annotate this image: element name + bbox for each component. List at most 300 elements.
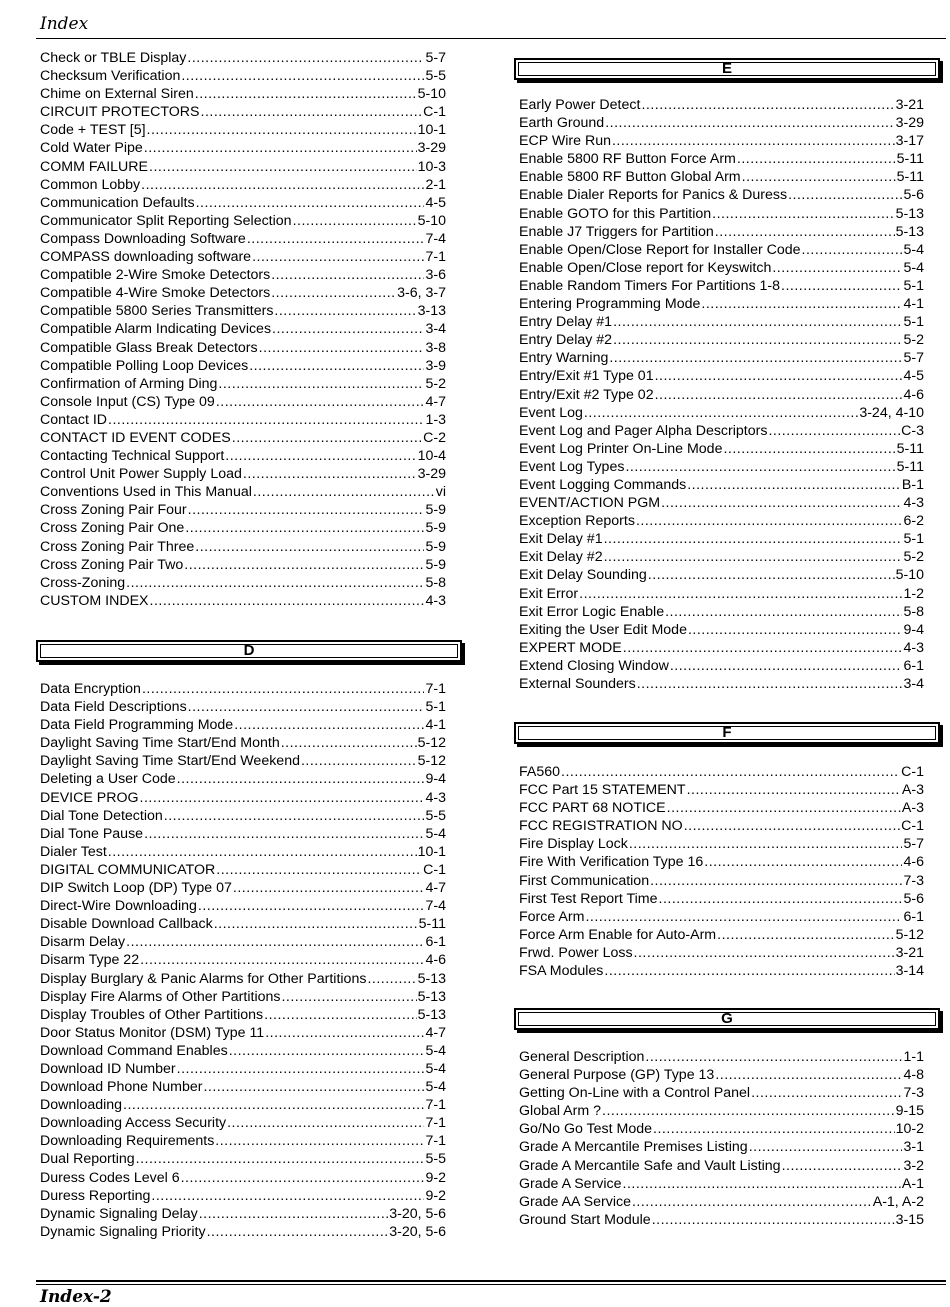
- index-entry: [519, 603, 924, 621]
- index-entry-page: 5-13: [895, 205, 924, 222]
- index-entry-page: 4-1: [903, 296, 924, 313]
- index-list-c: [40, 49, 446, 610]
- index-entry-term: Deleting a User Code: [40, 771, 176, 788]
- dot-leader: [715, 1066, 902, 1084]
- dot-leader: [214, 915, 418, 933]
- index-entry-term: Dialer Test: [40, 843, 107, 860]
- dot-leader: [259, 339, 425, 357]
- index-entry-page: 5-5: [425, 1151, 446, 1168]
- index-entry-page: 4-8: [903, 1067, 924, 1084]
- index-entry-term: DEVICE PROG: [40, 789, 139, 806]
- index-entry-term: Grade AA Service: [519, 1193, 631, 1210]
- index-entry: [519, 1102, 924, 1120]
- index-entry-page: 7-3: [903, 1085, 924, 1102]
- index-entry-term: Entry/Exit #1 Type 01: [519, 368, 654, 385]
- dot-leader: [609, 349, 902, 367]
- index-entry-term: Compatible Alarm Indicating Devices: [40, 321, 272, 338]
- index-entry-term: FSA Modules: [519, 963, 604, 980]
- index-entry-page: 5-7: [425, 50, 446, 66]
- dot-leader: [623, 639, 903, 657]
- index-entry: [519, 331, 924, 349]
- index-entry-page: 3-6: [425, 267, 446, 284]
- index-entry-term: Go/No Go Test Mode: [519, 1121, 653, 1138]
- index-entry-term: Entry Delay #2: [519, 332, 613, 349]
- page-header-title: Index: [40, 14, 89, 34]
- index-entry: [40, 807, 446, 825]
- index-entry: [40, 933, 446, 951]
- dot-leader: [629, 835, 903, 853]
- index-entry-term: Download Phone Number: [40, 1079, 203, 1096]
- index-entry: [40, 1024, 446, 1042]
- index-entry: [519, 548, 924, 566]
- index-entry: [40, 284, 446, 302]
- page-number: Index-2: [40, 1287, 112, 1307]
- index-entry-term: Exit Error Logic Enable: [519, 603, 665, 620]
- index-entry: [40, 1006, 446, 1024]
- index-entry-term: Cross Zoning Pair Three: [40, 538, 195, 555]
- index-entry-term: Entry Delay #1: [519, 314, 613, 331]
- index-entry: [40, 574, 446, 592]
- index-entry-term: Exiting the User Edit Mode: [519, 621, 687, 638]
- index-entry-page: 9-4: [425, 771, 446, 788]
- index-entry: [519, 639, 924, 657]
- index-entry-page: 10-4: [417, 448, 446, 465]
- index-entry-page: B-1: [901, 476, 924, 493]
- dot-leader: [751, 1084, 902, 1102]
- index-entry-page: 7-1: [425, 1115, 446, 1132]
- dot-leader: [216, 861, 422, 879]
- index-entry-term: Entering Programming Mode: [519, 296, 701, 313]
- section-header-d: [36, 640, 462, 662]
- index-entry-term: Cross Zoning Pair Four: [40, 502, 187, 519]
- index-entry-page: 5-11: [896, 169, 924, 186]
- index-entry-page: 5-2: [903, 549, 924, 566]
- index-entry-term: Compatible Glass Break Detectors: [40, 339, 258, 356]
- index-list-e: [519, 96, 924, 693]
- index-entry-term: Extend Closing Window: [519, 657, 669, 674]
- index-entry-term: First Test Report Time: [519, 890, 658, 907]
- index-entry: [40, 103, 446, 121]
- dot-leader: [249, 357, 424, 375]
- index-entry-page: 3-20, 5-6: [389, 1205, 446, 1222]
- index-entry: [40, 1114, 446, 1132]
- dot-leader: [688, 621, 903, 639]
- index-entry: [40, 897, 446, 915]
- index-entry-page: 6-1: [425, 934, 446, 951]
- dot-leader: [142, 680, 425, 698]
- index-entry-page: 5-6: [903, 890, 924, 907]
- dot-leader: [293, 212, 417, 230]
- index-entry-term: Force Arm: [519, 908, 585, 925]
- index-entry: [519, 835, 924, 853]
- index-entry: [519, 114, 924, 132]
- dot-leader: [141, 176, 424, 194]
- index-entry-term: Daylight Saving Time Start/End Month: [40, 735, 280, 752]
- index-entry-page: 4-5: [903, 368, 924, 385]
- dot-leader: [108, 411, 424, 429]
- index-entry: [40, 429, 446, 447]
- index-entry: [519, 313, 924, 331]
- dot-leader: [634, 944, 895, 962]
- index-entry: [40, 230, 446, 248]
- index-entry-page: 3-29: [417, 140, 446, 157]
- index-entry-term: Communicator Split Reporting Selection: [40, 212, 292, 229]
- dot-leader: [584, 404, 858, 422]
- index-entry-term: Compatible 4-Wire Smoke Detectors: [40, 285, 271, 302]
- index-entry-term: Enable Dialer Reports for Panics & Duress: [519, 187, 788, 204]
- index-entry: [40, 538, 446, 556]
- index-entry-term: Conventions Used in This Manual: [40, 484, 252, 501]
- index-entry-term: Cold Water Pipe: [40, 140, 143, 157]
- index-entry: [40, 248, 446, 266]
- index-entry: [519, 926, 924, 944]
- index-entry-term: Fire Display Lock: [519, 836, 628, 853]
- index-entry: [519, 1066, 924, 1084]
- index-entry-term: COMM FAILURE: [40, 158, 148, 175]
- dot-leader: [201, 103, 423, 121]
- index-entry: [40, 139, 446, 157]
- index-entry-page: 5-13: [417, 970, 446, 987]
- index-entry-page: 3-8: [425, 339, 446, 356]
- index-entry: [519, 530, 924, 548]
- index-entry-term: Common Lobby: [40, 176, 141, 193]
- index-entry-term: Contacting Technical Support: [40, 448, 225, 465]
- index-entry-term: CIRCUIT PROTECTORS: [40, 104, 200, 121]
- dot-leader: [782, 1157, 903, 1175]
- index-entry-term: Downloading Requirements: [40, 1133, 215, 1150]
- index-entry-term: Direct-Wire Downloading: [40, 898, 197, 915]
- index-entry-term: Event Log Types: [519, 458, 625, 475]
- index-entry-term: Compatible 2-Wire Smoke Detectors: [40, 267, 271, 284]
- index-entry-page: 5-1: [425, 699, 446, 716]
- dot-leader: [623, 1175, 901, 1193]
- index-entry: [519, 223, 924, 241]
- index-entry-term: Check or TBLE Display: [40, 50, 187, 66]
- footer-rule-thin: [36, 1284, 946, 1285]
- index-entry: [40, 176, 446, 194]
- index-entry: [40, 970, 446, 988]
- dot-leader: [140, 789, 425, 807]
- dot-leader: [723, 440, 895, 458]
- index-entry: [40, 1187, 446, 1205]
- index-entry-page: 3-9: [425, 357, 446, 374]
- dot-leader: [181, 1169, 425, 1187]
- index-list-f: [519, 763, 924, 980]
- index-entry-page: 5-12: [417, 753, 446, 770]
- index-entry: [40, 1205, 446, 1223]
- index-entry: [519, 890, 924, 908]
- index-entry-page: 9-4: [903, 621, 924, 638]
- dot-leader: [613, 331, 902, 349]
- index-entry: [40, 411, 446, 429]
- index-entry-page: 5-9: [425, 520, 446, 537]
- index-entry: [519, 295, 924, 313]
- index-entry-page: 9-2: [425, 1169, 446, 1186]
- index-entry-page: 5-13: [895, 223, 924, 240]
- index-entry: [40, 302, 446, 320]
- index-entry-term: Enable Random Timers For Partitions 1-8: [519, 277, 780, 294]
- dot-leader: [232, 429, 422, 447]
- index-entry-page: 5-10: [895, 567, 924, 584]
- index-entry-page: 5-9: [425, 538, 446, 555]
- index-entry-page: 1-2: [903, 585, 924, 602]
- index-entry-term: Dual Reporting: [40, 1151, 135, 1168]
- dot-leader: [561, 763, 900, 781]
- dot-leader: [195, 85, 417, 103]
- dot-leader: [579, 585, 902, 603]
- index-entry-term: EVENT/ACTION PGM: [519, 495, 661, 512]
- dot-leader: [802, 241, 903, 259]
- index-entry: [519, 872, 924, 890]
- index-entry-term: Control Unit Power Supply Load: [40, 466, 242, 483]
- index-entry-term: Display Burglary & Panic Alarms for Other Partitions: [40, 970, 367, 987]
- index-entry-term: Enable 5800 RF Button Force Arm: [519, 151, 736, 168]
- index-list-d: [40, 680, 446, 1241]
- dot-leader: [264, 1006, 416, 1024]
- index-entry-term: COMPASS downloading software: [40, 249, 252, 266]
- index-entry-page: C-3: [901, 422, 924, 439]
- index-entry: [519, 367, 924, 385]
- index-entry-term: Dial Tone Detection: [40, 807, 163, 824]
- index-entry: [40, 1169, 446, 1187]
- dot-leader: [271, 284, 396, 302]
- index-entry: [519, 675, 924, 693]
- index-entry-term: CUSTOM INDEX: [40, 592, 149, 609]
- index-entry-term: EXPERT MODE: [519, 639, 622, 656]
- index-entry-term: Disarm Type 22: [40, 952, 140, 969]
- index-entry: [40, 592, 446, 610]
- index-entry-term: Compass Downloading Software: [40, 230, 246, 247]
- index-entry-page: 5-8: [425, 574, 446, 591]
- index-entry-term: Data Field Descriptions: [40, 699, 187, 716]
- index-entry-page: 5-9: [425, 556, 446, 573]
- index-entry-term: ECP Wire Run: [519, 133, 611, 150]
- index-entry-term: Grade A Mercantile Premises Listing: [519, 1139, 748, 1156]
- index-entry-page: 3-24, 4-10: [859, 404, 924, 421]
- dot-leader: [604, 962, 894, 980]
- index-entry: [40, 680, 446, 698]
- index-entry: [40, 1132, 446, 1150]
- index-entry: [40, 1060, 446, 1078]
- index-entry-term: Download Command Enables: [40, 1042, 228, 1059]
- index-entry-term: Code + TEST [5]: [40, 122, 146, 139]
- index-entry-term: Event Log and Pager Alpha Descriptors: [519, 422, 768, 439]
- index-entry-term: Force Arm Enable for Auto-Arm: [519, 926, 717, 943]
- index-entry-page: 3-21: [895, 944, 924, 961]
- dot-leader: [198, 897, 425, 915]
- dot-leader: [147, 121, 417, 139]
- index-entry-page: 7-1: [425, 1133, 446, 1150]
- index-entry-term: Disable Download Callback: [40, 916, 213, 933]
- index-entry: [40, 465, 446, 483]
- dot-leader: [108, 843, 417, 861]
- dot-leader: [218, 375, 424, 393]
- footer-rule: [36, 1280, 946, 1282]
- index-entry-page: 3-20, 5-6: [389, 1223, 446, 1240]
- index-entry-page: 4-3: [425, 592, 446, 609]
- index-entry: [519, 1048, 924, 1066]
- index-entry-term: Compatible Polling Loop Devices: [40, 357, 249, 374]
- dot-leader: [687, 781, 901, 799]
- dot-leader: [704, 853, 902, 871]
- dot-leader: [648, 566, 895, 584]
- index-entry-term: Event Logging Commands: [519, 476, 687, 493]
- index-entry-term: Enable GOTO for this Partition: [519, 205, 712, 222]
- index-entry: [40, 1150, 446, 1168]
- index-entry-term: Downloading Access Security: [40, 1115, 227, 1132]
- index-entry: [40, 483, 446, 501]
- index-entry-page: 4-3: [903, 495, 924, 512]
- dot-leader: [274, 302, 416, 320]
- index-entry-page: 1-3: [425, 411, 446, 428]
- index-entry-term: Data Encryption: [40, 681, 141, 697]
- index-entry: [40, 734, 446, 752]
- index-entry-page: 6-2: [903, 513, 924, 530]
- index-entry-term: Getting On-Line with a Control Panel: [519, 1085, 751, 1102]
- dot-leader: [188, 501, 425, 519]
- dot-leader: [717, 926, 894, 944]
- index-entry-term: Enable Open/Close Report for Installer Code: [519, 241, 801, 258]
- index-entry: [519, 799, 924, 817]
- index-entry-page: 5-4: [425, 1060, 446, 1077]
- dot-leader: [281, 988, 416, 1006]
- index-entry-page: 7-4: [425, 898, 446, 915]
- index-entry-page: 4-1: [425, 717, 446, 734]
- index-entry: [519, 962, 924, 980]
- index-entry: [519, 205, 924, 223]
- index-entry: [40, 951, 446, 969]
- index-entry-page: 4-7: [425, 393, 446, 410]
- section-letter-g: G: [721, 1010, 733, 1027]
- index-entry-page: 10-1: [417, 843, 446, 860]
- index-entry-page: 3-21: [895, 97, 924, 113]
- index-entry: [519, 566, 924, 584]
- index-entry-term: External Sounders: [519, 676, 636, 692]
- dot-leader: [188, 698, 425, 716]
- dot-leader: [233, 879, 425, 897]
- index-entry-term: Enable Open/Close report for Keyswitch: [519, 259, 772, 276]
- index-entry-term: General Description: [519, 1049, 645, 1065]
- index-entry-term: Communication Defaults: [40, 194, 195, 211]
- dot-leader: [712, 205, 894, 223]
- index-entry-term: Fire With Verification Type 16: [519, 854, 704, 871]
- index-entry-term: Enable J7 Triggers for Partition: [519, 223, 714, 240]
- index-entry-term: Exception Reports: [519, 513, 635, 530]
- index-entry-page: 3-14: [895, 963, 924, 980]
- dot-leader: [243, 465, 417, 483]
- index-entry: [40, 879, 446, 897]
- index-entry-term: Downloading: [40, 1097, 123, 1114]
- index-entry-page: 4-6: [903, 854, 924, 871]
- index-entry: [40, 194, 446, 212]
- index-entry-term: FCC PART 68 NOTICE: [519, 800, 666, 817]
- index-entry: [40, 67, 446, 85]
- index-entry-term: Dial Tone Pause: [40, 825, 144, 842]
- dot-leader: [225, 447, 416, 465]
- dot-leader: [203, 1078, 424, 1096]
- dot-leader: [772, 259, 902, 277]
- index-entry-page: 4-3: [903, 639, 924, 656]
- index-entry: [40, 339, 446, 357]
- index-entry: [40, 1078, 446, 1096]
- dot-leader: [637, 675, 903, 693]
- index-entry: [519, 440, 924, 458]
- dot-leader: [144, 139, 417, 157]
- dot-leader: [613, 313, 902, 331]
- index-entry-page: 5-11: [896, 440, 924, 457]
- index-entry-term: FA560: [519, 764, 561, 780]
- dot-leader: [207, 1223, 389, 1241]
- dot-leader: [215, 1132, 424, 1150]
- index-entry: [519, 781, 924, 799]
- index-entry-page: 3-15: [895, 1211, 924, 1228]
- index-entry-page: 4-3: [425, 789, 446, 806]
- dot-leader: [253, 483, 435, 501]
- index-entry-term: Checksum Verification: [40, 68, 181, 85]
- index-entry: [519, 1193, 924, 1211]
- dot-leader: [265, 1024, 424, 1042]
- index-entry: [40, 158, 446, 176]
- dot-leader: [645, 1048, 902, 1066]
- dot-leader: [181, 67, 424, 85]
- dot-leader: [655, 386, 903, 404]
- index-entry-term: CONTACT ID EVENT CODES: [40, 429, 231, 446]
- dot-leader: [653, 1120, 895, 1138]
- dot-leader: [749, 1138, 903, 1156]
- index-entry-term: Global Arm ?: [519, 1103, 602, 1120]
- index-entry: [519, 349, 924, 367]
- dot-leader: [781, 277, 902, 295]
- index-entry-page: 3-2: [903, 1157, 924, 1174]
- index-entry: [519, 1120, 924, 1138]
- index-entry: [519, 944, 924, 962]
- section-header-f: [514, 722, 940, 744]
- index-entry-term: Enable 5800 RF Button Global Arm: [519, 169, 741, 186]
- index-entry-page: 10-1: [417, 122, 446, 139]
- index-entry-page: A-1: [901, 1175, 924, 1192]
- index-entry-page: 5-11: [418, 916, 446, 933]
- index-entry-page: C-1: [423, 861, 446, 878]
- index-entry: [519, 277, 924, 295]
- index-entry-page: C-1: [901, 818, 924, 835]
- index-entry: [519, 259, 924, 277]
- index-entry-term: Earth Ground: [519, 115, 605, 132]
- index-entry-page: 5-10: [417, 86, 446, 103]
- index-entry: [40, 357, 446, 375]
- index-entry: [40, 988, 446, 1006]
- dot-leader: [229, 1042, 425, 1060]
- index-entry-page: 5-12: [417, 735, 446, 752]
- index-entry: [519, 422, 924, 440]
- index-entry-term: Confirmation of Arming Ding: [40, 375, 218, 392]
- dot-leader: [252, 248, 424, 266]
- dot-leader: [701, 295, 902, 313]
- index-entry-page: 5-12: [895, 926, 924, 943]
- index-entry-page: 5-2: [425, 375, 446, 392]
- index-entry: [40, 85, 446, 103]
- dot-leader: [195, 538, 424, 556]
- dot-leader: [144, 825, 424, 843]
- dot-leader: [737, 150, 896, 168]
- index-entry: [40, 752, 446, 770]
- dot-leader: [625, 458, 895, 476]
- index-entry-page: 5-4: [903, 241, 924, 258]
- dot-leader: [271, 266, 424, 284]
- index-entry-term: General Purpose (GP) Type 13: [519, 1067, 715, 1084]
- index-entry: [519, 96, 924, 114]
- index-entry: [40, 770, 446, 788]
- index-entry-page: 5-4: [903, 259, 924, 276]
